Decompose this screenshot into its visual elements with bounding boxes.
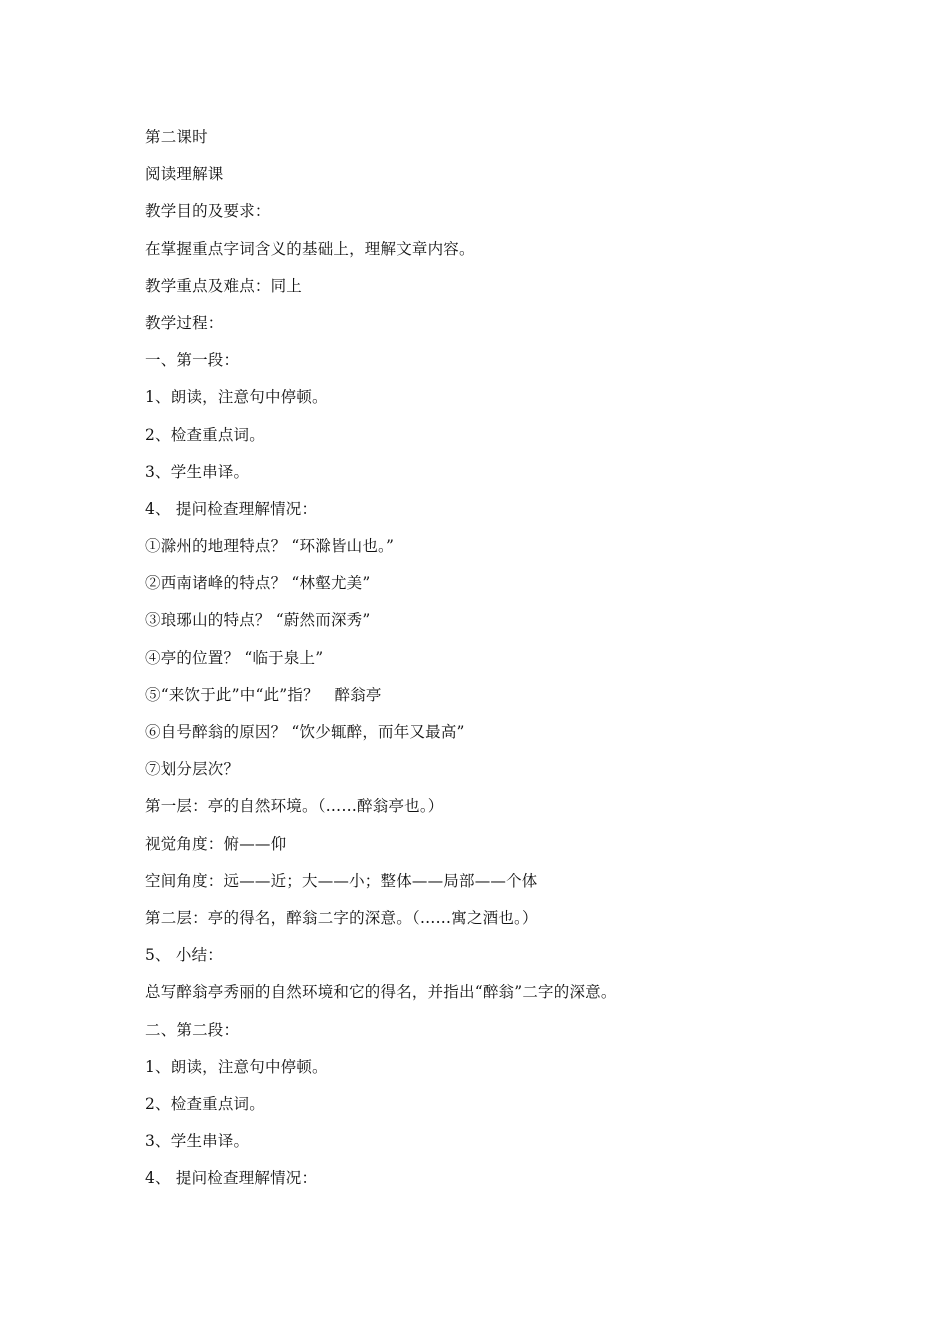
section-two-step-1: 1、朗读，注意句中停顿。 bbox=[145, 1057, 328, 1076]
objectives-text: 在掌握重点字词含义的基础上，理解文章内容。 bbox=[145, 239, 475, 258]
summary-heading: 5、 小结： bbox=[145, 946, 223, 965]
section-two-step-4: 4、 提问检查理解情况： bbox=[145, 1169, 318, 1188]
lesson-type: 阅读理解课 bbox=[145, 165, 224, 184]
document-page bbox=[145, 124, 845, 1202]
section-one-step-3: 3、学生串译。 bbox=[145, 462, 250, 481]
objectives-heading: 教学目的及要求： bbox=[145, 202, 271, 221]
section-one-step-4: 4、 提问检查理解情况： bbox=[145, 499, 318, 518]
section-one-step-1: 1、朗读，注意句中停顿。 bbox=[145, 388, 328, 407]
layer-one: 第一层：亭的自然环境。（……醉翁亭也。） bbox=[145, 797, 444, 816]
key-points: 教学重点及难点：同上 bbox=[145, 276, 303, 295]
question-3: ③琅琊山的特点？ “蔚然而深秀” bbox=[145, 611, 371, 630]
question-1: ①滁州的地理特点？ “环滁皆山也。” bbox=[145, 537, 395, 556]
section-one-step-2: 2、检查重点词。 bbox=[145, 425, 265, 444]
section-two-step-3: 3、学生串译。 bbox=[145, 1132, 250, 1151]
question-4: ④亭的位置？ “临于泉上” bbox=[145, 648, 324, 667]
question-7: ⑦划分层次？ bbox=[145, 760, 240, 779]
summary-text: 总写醉翁亭秀丽的自然环境和它的得名，并指出“醉翁”二字的深意。 bbox=[145, 983, 617, 1002]
question-6: ⑥自号醉翁的原因？ “饮少辄醉，而年又最高” bbox=[145, 723, 465, 741]
section-one-heading: 一、第一段： bbox=[145, 351, 240, 370]
visual-angle: 视觉角度：俯——仰 bbox=[145, 834, 287, 853]
question-2: ②西南诸峰的特点？ “林壑尤美” bbox=[145, 574, 371, 593]
lesson-title: 第二课时 bbox=[145, 128, 208, 146]
question-5: ⑤“来饮于此”中“此”指？ 醉翁亭 bbox=[145, 685, 382, 704]
spatial-angle: 空间角度：远——近；大——小；整体——局部——个体 bbox=[145, 871, 538, 890]
process-heading: 教学过程： bbox=[145, 313, 224, 332]
section-two-heading: 二、第二段： bbox=[145, 1020, 240, 1039]
layer-two: 第二层：亭的得名，醉翁二字的深意。（……寓之酒也。） bbox=[145, 908, 538, 927]
section-two-step-2: 2、检查重点词。 bbox=[145, 1094, 265, 1113]
